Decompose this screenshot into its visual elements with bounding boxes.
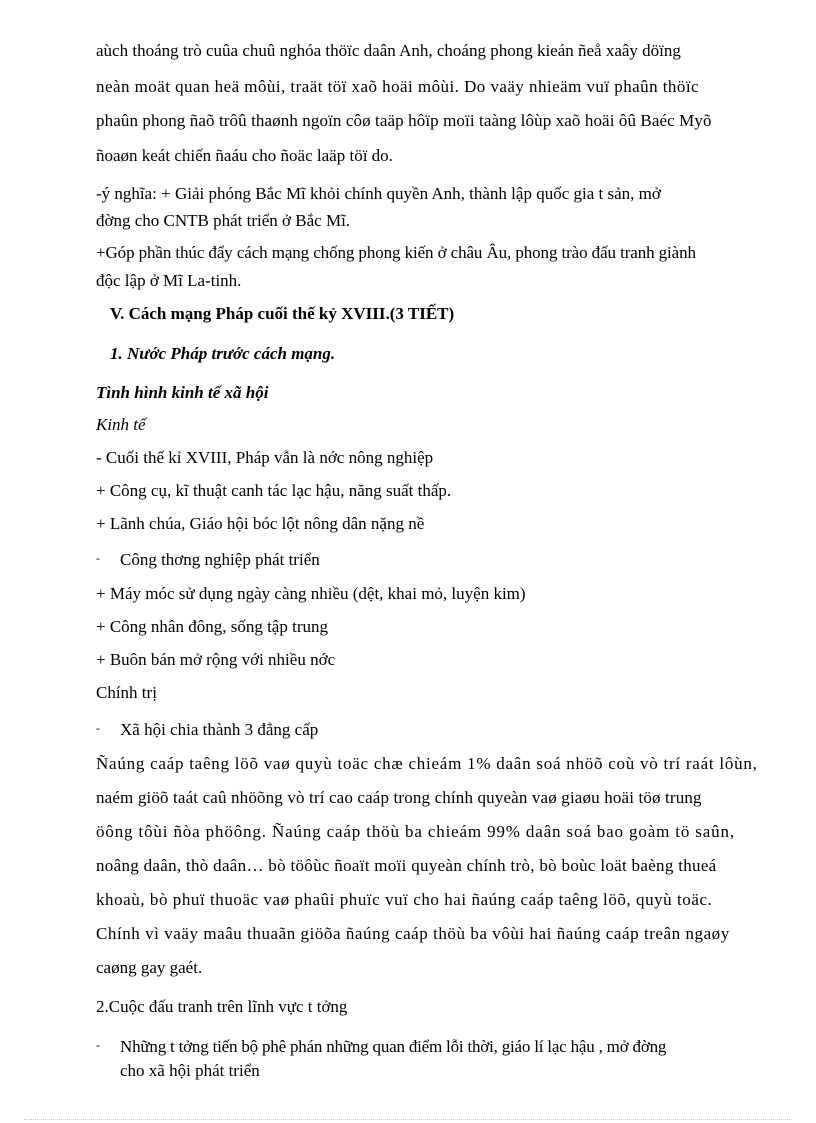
bullet-dash-icon: - — [96, 721, 100, 735]
paragraph-line: khoaù, bò phuï thuoäc vaø phaûi phuïc vuï cho hai ñaúng caáp taêng löõ, quyù toäc. — [96, 890, 713, 909]
paragraph-text: aùch thoáng trò cuûa chuû nghóa thöïc daân Anh, choáng phong kieán ñeå xaây döïng — [96, 41, 681, 60]
bullet-dash-icon: - — [96, 551, 100, 565]
paragraph-line: caøng gay gaét. — [96, 958, 203, 977]
bullet-dash-icon: - — [96, 1038, 100, 1052]
significance-line: độc lập ở Mĩ La-tinh. — [96, 271, 242, 290]
economy-item: + Lãnh chúa, Giáo hội bóc lột nông dân nặng nề — [96, 514, 425, 533]
subsection-heading: 1. Nước Pháp trước cách mạng. — [110, 344, 336, 363]
paragraph-line: phaûn phong ñaõ trôû thaønh ngoïn côø taäp hôïp moïi taàng lôùp xaõ hoäi ôû Baéc Myõ — [96, 111, 712, 130]
paragraph-line: Ñaúng caáp taêng löõ vaø quyù toäc chæ chieám 1% daân soá nhöõ coù vò trí raát lôùn, — [96, 754, 758, 773]
significance-line: -ý nghĩa: + Giải phóng Bắc Mĩ khỏi chính quyền Anh, thành lập quốc gia t sản, mở — [96, 184, 661, 203]
politics-label: Chính trị — [96, 683, 157, 702]
industry-bullet: Công thơng nghiệp phát triển — [120, 550, 320, 569]
ideology-heading: 2.Cuộc đấu tranh trên lĩnh vực t tởng — [96, 997, 348, 1016]
ideology-bullet-continued: cho xã hội phát triển — [120, 1061, 260, 1080]
paragraph-line: naém giöõ taát caû nhöõng vò trí cao caáp trong chính quyeàn vaø giaøu hoäi töø trung — [96, 788, 702, 807]
paragraph-line: ñoaøn keát chiến ñaáu cho ñoäc laäp töï do. — [96, 146, 393, 165]
paragraph-line: Chính vì vaäy maâu thuaãn giöõa ñaúng caáp thöù ba vôùi hai ñaúng caáp treân ngaøy — [96, 924, 730, 943]
economy-item: + Công cụ, kĩ thuật canh tác lạc hậu, năng suất thấp. — [96, 481, 452, 500]
paragraph-line: öông tôùi ñòa phöông. Ñaúng caáp thöù ba chieám 99% daân soá bao goàm tö saûn, — [96, 822, 735, 841]
page-bottom-divider — [24, 1119, 792, 1120]
economy-label: Kinh tế — [96, 415, 146, 434]
significance-line: +Góp phần thúc đẩy cách mạng chống phong kiến ở châu Âu, phong trào đấu tranh giành — [96, 243, 696, 262]
paragraph-line — [96, 40, 768, 62]
topic-heading: Tình hình kinh tế xã hội — [96, 383, 269, 402]
industry-item: + Buôn bán mở rộng với nhiều nớc — [96, 650, 336, 669]
society-bullet: Xã hội chia thành 3 đẳng cấp — [120, 720, 319, 739]
section-heading: V. Cách mạng Pháp cuối thế kỷ XVIII.(3 TIẾT) — [110, 304, 455, 323]
industry-item: + Công nhân đông, sống tập trung — [96, 617, 328, 636]
economy-item: - Cuối thế kỉ XVIII, Pháp vẫn là nớc nông nghiệp — [96, 448, 434, 467]
industry-item: + Máy móc sử dụng ngày càng nhiều (dệt, khai mỏ, luyện kim) — [96, 584, 526, 603]
significance-line: đờng cho CNTB phát triển ở Bắc Mĩ. — [96, 211, 351, 230]
paragraph-line: noâng daân, thò daân… bò töôùc ñoaït moïi quyeàn chính trò, bò boùc loät baèng thueá — [96, 856, 717, 875]
ideology-bullet: Những t tởng tiến bộ phê phán những quan điểm lỗi thời, giáo lí lạc hậu , mở đờng — [120, 1037, 667, 1056]
paragraph-line: neàn moät quan heä môùi, traät töï xaõ hoäi môùi. Do vaäy nhieäm vuï phaûn thöïc — [96, 77, 699, 96]
